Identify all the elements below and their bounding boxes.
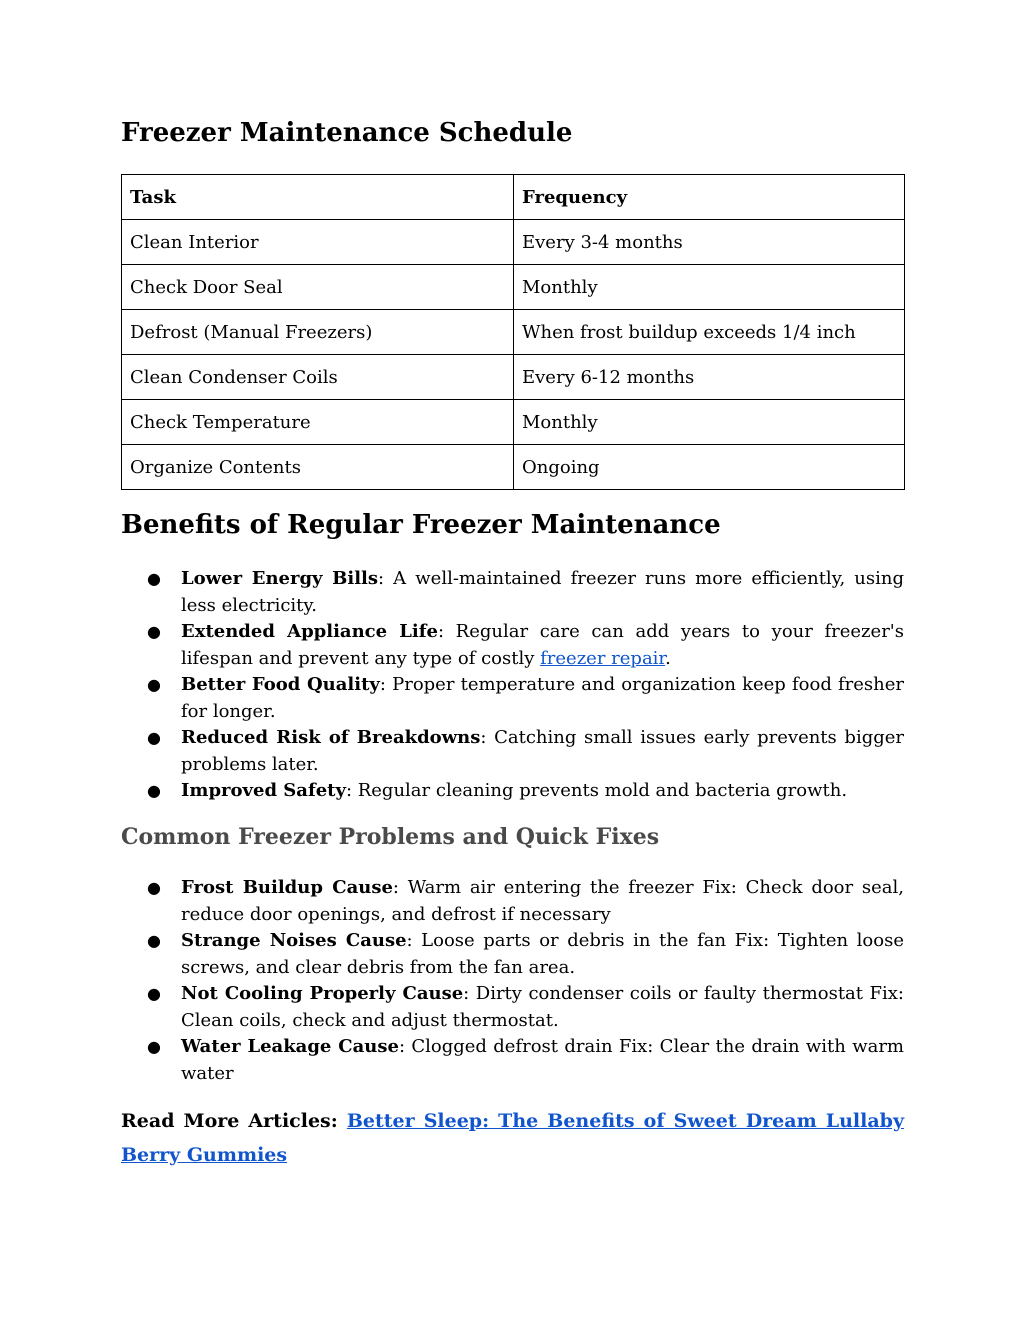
task-cell: Check Temperature	[122, 400, 514, 445]
table-header-row	[122, 175, 905, 220]
problem-text: : Loose parts or debris in the fan Fix: Tighten loose screws, and clear debris from the fan area.	[181, 930, 904, 978]
task-cell: Clean Condenser Coils	[122, 355, 514, 400]
table-row	[122, 220, 905, 265]
list-item	[121, 1034, 904, 1087]
bullet-icon: ●	[147, 1037, 161, 1056]
list-item	[121, 778, 904, 805]
read-more-label: Read More Articles:	[121, 1110, 338, 1132]
bullet-icon: ●	[147, 675, 161, 694]
frequency-cell: When frost buildup exceeds 1/4 inch	[514, 310, 905, 355]
benefit-term: Extended Appliance Life	[181, 621, 438, 642]
table-row	[122, 355, 905, 400]
frequency-cell: Monthly	[514, 400, 905, 445]
problem-text: : Dirty condenser coils or faulty thermostat Fix: Clean coils, check and adjust thermostat.	[181, 983, 904, 1031]
list-item	[121, 566, 904, 619]
bullet-icon: ●	[147, 931, 161, 950]
read-more-article-link[interactable]: Better Sleep: The Benefits of Sweet Dream Lullaby Berry Gummies	[121, 1110, 904, 1166]
benefits-list	[121, 566, 904, 805]
task-cell: Organize Contents	[122, 445, 514, 490]
benefit-text-end: .	[665, 647, 671, 669]
list-item	[121, 725, 904, 778]
bullet-icon: ●	[147, 878, 161, 897]
list-item	[121, 928, 904, 981]
frequency-cell: Ongoing	[514, 445, 905, 490]
problem-term: Strange Noises Cause	[181, 930, 407, 951]
problems-list	[121, 875, 904, 1087]
benefit-text: : A well-maintained freezer runs more efficiently, using less electricity.	[181, 568, 904, 616]
benefit-text: : Regular cleaning prevents mold and bacteria growth.	[345, 780, 848, 801]
benefit-text: : Regular care can add years to your freezer's lifespan and prevent any type of costly	[181, 621, 904, 669]
task-cell: Clean Interior	[122, 220, 514, 265]
bullet-icon: ●	[147, 781, 161, 800]
benefit-term: Lower Energy Bills	[181, 568, 379, 589]
benefits-title: Benefits of Regular Freezer Maintenance	[121, 510, 721, 540]
table-row	[122, 400, 905, 445]
table-row	[122, 265, 905, 310]
bullet-icon: ●	[147, 569, 161, 588]
maintenance-schedule-table	[121, 174, 905, 490]
list-item	[121, 619, 904, 672]
frequency-cell: Monthly	[514, 265, 905, 310]
read-more-paragraph	[121, 1104, 904, 1172]
problem-text: : Warm air entering the freezer Fix: Check door seal, reduce door openings, and defrost if necessary	[181, 877, 904, 925]
bullet-icon: ●	[147, 622, 161, 641]
list-item	[121, 875, 904, 928]
task-cell: Defrost (Manual Freezers)	[122, 310, 514, 355]
benefit-term: Reduced Risk of Breakdowns	[181, 727, 481, 748]
problems-title: Common Freezer Problems and Quick Fixes	[121, 824, 660, 850]
problem-term: Water Leakage Cause	[181, 1036, 399, 1057]
list-item	[121, 672, 904, 725]
list-item	[121, 981, 904, 1034]
header-frequency: Frequency	[514, 175, 905, 220]
bullet-icon: ●	[147, 728, 161, 747]
problem-text: : Clogged defrost drain Fix: Clear the drain with warm water	[181, 1036, 905, 1084]
problem-term: Frost Buildup Cause	[181, 877, 393, 898]
table-row	[122, 445, 905, 490]
schedule-title: Freezer Maintenance Schedule	[121, 118, 573, 148]
benefit-term: Improved Safety	[181, 780, 346, 801]
benefit-text: : Catching small issues early prevents bigger problems later.	[181, 727, 905, 775]
frequency-cell: Every 3-4 months	[514, 220, 905, 265]
freezer-repair-link[interactable]: freezer repair	[540, 647, 666, 669]
header-task: Task	[122, 175, 514, 220]
problem-term: Not Cooling Properly Cause	[181, 983, 464, 1004]
table-row	[122, 310, 905, 355]
frequency-cell: Every 6-12 months	[514, 355, 905, 400]
task-cell: Check Door Seal	[122, 265, 514, 310]
benefit-text: : Proper temperature and organization keep food fresher for longer.	[181, 674, 904, 722]
benefit-term: Better Food Quality	[181, 674, 380, 695]
bullet-icon: ●	[147, 984, 161, 1003]
